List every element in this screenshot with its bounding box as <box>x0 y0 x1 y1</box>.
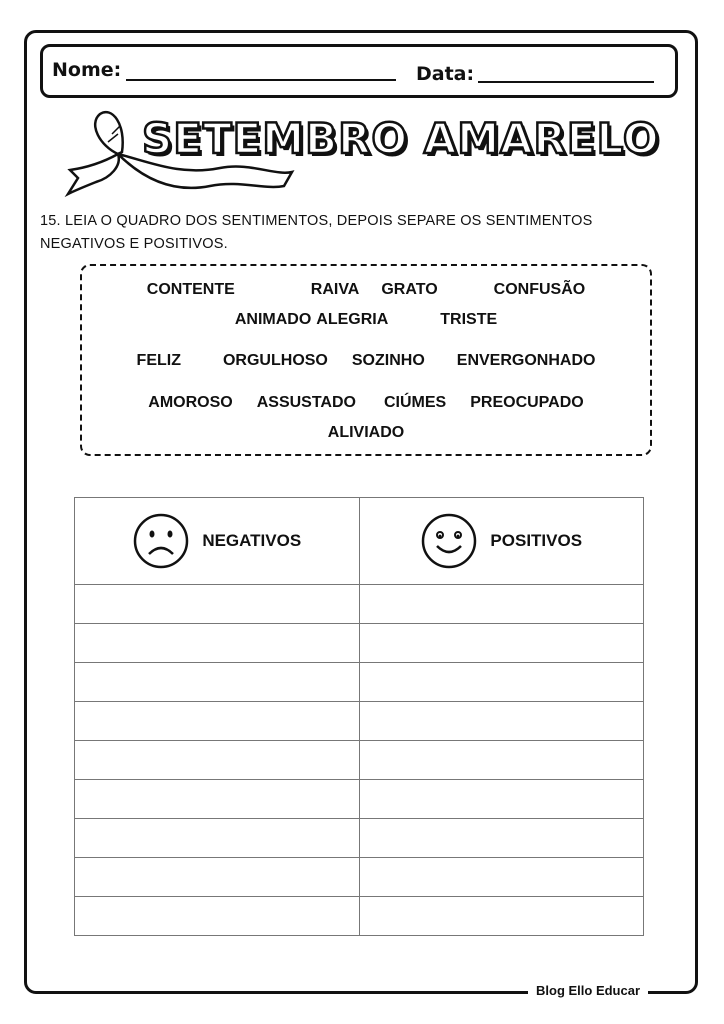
negative-label: NEGATIVOS <box>202 531 302 550</box>
word-row-1 <box>80 281 652 299</box>
negative-header-cell <box>75 498 360 585</box>
word-preocupado: PREOCUPADO <box>470 394 584 411</box>
title-banner <box>60 106 660 202</box>
word-row-4 <box>80 394 652 412</box>
word-ciumes: CIÚMES <box>383 394 447 411</box>
word-contente: CONTENTE <box>146 281 235 298</box>
negative-answer-cell[interactable] <box>75 585 360 624</box>
page-title: SETEMBRO AMARELO <box>142 114 660 163</box>
negative-answer-cell[interactable] <box>75 663 360 702</box>
positive-answer-cell[interactable] <box>359 897 644 936</box>
sorting-table <box>74 497 644 936</box>
word-row-3 <box>80 352 652 370</box>
date-label: Data: <box>416 63 475 85</box>
name-date-box <box>40 44 678 98</box>
word-animado: ANIMADO <box>234 311 312 328</box>
word-feliz: FELIZ <box>136 352 181 369</box>
positive-answer-cell[interactable] <box>359 858 644 897</box>
word-row-2 <box>80 311 652 329</box>
word-amoroso: AMOROSO <box>148 394 233 411</box>
positive-header-cell <box>359 498 644 585</box>
instructions-line-1: 15. LEIA O QUADRO DOS SENTIMENTOS, DEPOIS SEPARE OS SENTIMENTOS <box>40 213 593 229</box>
word-row-5 <box>80 424 652 442</box>
name-label: Nome: <box>52 59 122 81</box>
word-alegria: ALEGRIA <box>316 311 389 328</box>
word-assustado: ASSUSTADO <box>256 394 356 411</box>
positive-answer-cell[interactable] <box>359 624 644 663</box>
positive-answer-cell[interactable] <box>359 585 644 624</box>
negative-answer-cell[interactable] <box>75 624 360 663</box>
word-orgulhoso: ORGULHOSO <box>222 352 328 369</box>
negative-answer-cell[interactable] <box>75 897 360 936</box>
positive-label: POSITIVOS <box>490 531 583 550</box>
positive-answer-cell[interactable] <box>359 741 644 780</box>
negative-answer-cell[interactable] <box>75 702 360 741</box>
instructions-line-2: NEGATIVOS E POSITIVOS. <box>40 236 228 252</box>
name-field[interactable] <box>126 79 396 81</box>
instructions <box>40 210 680 256</box>
negative-answer-cell[interactable] <box>75 780 360 819</box>
positive-answer-cell[interactable] <box>359 819 644 858</box>
date-field[interactable] <box>478 81 654 83</box>
positive-answer-cell[interactable] <box>359 663 644 702</box>
positive-answer-cell[interactable] <box>359 780 644 819</box>
word-raiva: RAIVA <box>310 281 360 298</box>
word-triste: TRISTE <box>440 311 498 328</box>
word-envergonhado: ENVERGONHADO <box>456 352 596 369</box>
happy-face-icon <box>420 512 478 570</box>
word-aliviado: ALIVIADO <box>327 424 405 441</box>
word-sozinho: SOZINHO <box>351 352 425 369</box>
negative-answer-cell[interactable] <box>75 858 360 897</box>
word-confusao: CONFUSÃO <box>493 281 586 298</box>
positive-answer-cell[interactable] <box>359 702 644 741</box>
negative-answer-cell[interactable] <box>75 741 360 780</box>
word-grato: GRATO <box>381 281 438 298</box>
sad-face-icon <box>132 512 190 570</box>
footer-credit: Blog Ello Educar <box>528 983 648 998</box>
negative-answer-cell[interactable] <box>75 819 360 858</box>
